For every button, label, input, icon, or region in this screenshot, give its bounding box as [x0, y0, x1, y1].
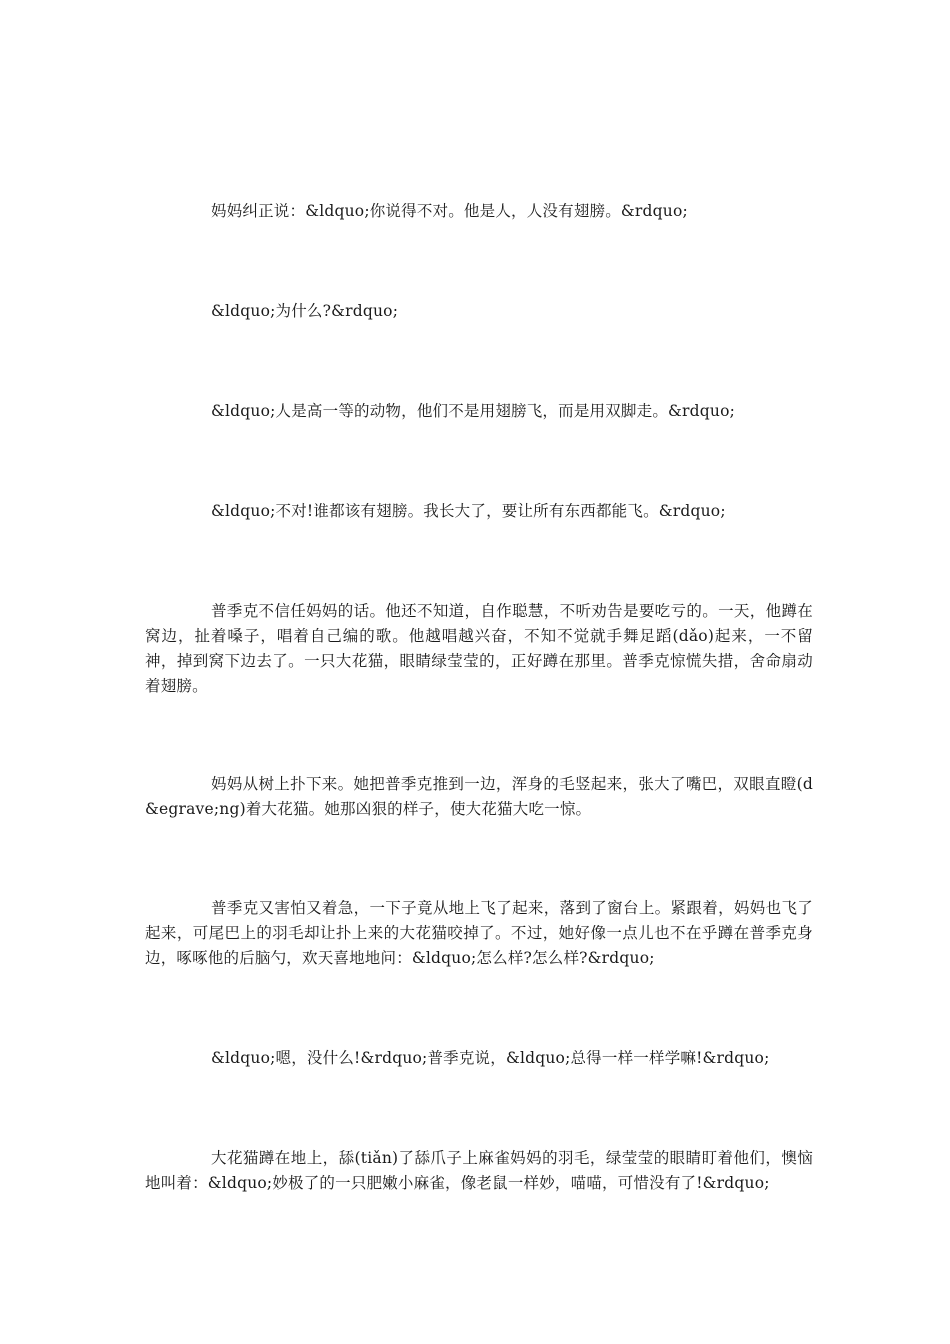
paragraph: 大花猫蹲在地上，舔(tiǎn)了舔爪子上麻雀妈妈的羽毛，绿莹莹的眼睛盯着他们，懊恼地叫着：&ldquo;妙极了的一只肥嫩小麻雀，像老鼠一样妙，喵喵，可惜没有了!&rdquo; — [145, 1149, 813, 1192]
paragraph: &ldquo;为什么?&rdquo; — [211, 302, 399, 320]
paragraph: 普季克不信任妈妈的话。他还不知道，自作聪慧，不听劝告是要吃亏的。一天，他蹲在窝边，扯着嗓子，唱着自己编的歌。他越唱越兴奋，不知不觉就手舞足蹈(dǎo)起来，一不留神，掉到窝下边去了。一只大花猫，眼睛绿莹莹的，正好蹲在那里。普季克惊慌失措，舍命扇动着翅膀。 — [145, 602, 813, 695]
paragraph: &ldquo;不对!谁都该有翅膀。我长大了，要让所有东西都能飞。&rdquo; — [211, 502, 726, 520]
paragraph: 普季克又害怕又着急，一下子竟从地上飞了起来，落到了窗台上。紧跟着，妈妈也飞了起来，可尾巴上的羽毛却让扑上来的大花猫咬掉了。不过，她好像一点儿也不在乎蹲在普季克身边，啄啄他的后脑勺，欢天喜地地问：&ldquo;怎么样?怎么样?&rdquo; — [145, 899, 813, 967]
paragraph: &ldquo;人是高一等的动物，他们不是用翅膀飞，而是用双脚走。&rdquo; — [211, 402, 736, 420]
paragraph: 妈妈从树上扑下来。她把普季克推到一边，浑身的毛竖起来，张大了嘴巴，双眼直瞪(d&egrave;ng)着大花猫。她那凶狠的样子，使大花猫大吃一惊。 — [145, 775, 813, 818]
paragraph: 妈妈纠正说：&ldquo;你说得不对。他是人，人没有翅膀。&rdquo; — [211, 202, 688, 220]
paragraph: &ldquo;嗯，没什么!&rdquo;普季克说，&ldquo;总得一样一样学嘛!&rdquo; — [211, 1049, 770, 1067]
